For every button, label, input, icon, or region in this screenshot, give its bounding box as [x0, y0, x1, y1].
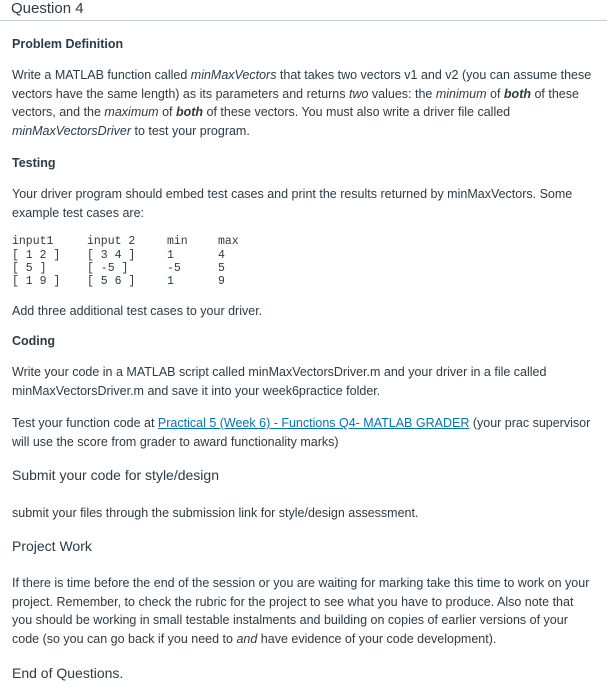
testing-additional-text: Add three additional test cases to your driver.: [12, 304, 263, 318]
project-work-heading: Project Work: [12, 538, 92, 554]
table-cell: 9: [218, 275, 225, 288]
table-cell: -5: [167, 262, 181, 275]
end-of-questions: End of Questions.: [12, 665, 124, 681]
testing-heading: Testing: [12, 156, 56, 170]
matlab-grader-link[interactable]: Practical 5 (Week 6) - Functions Q4- MATLAB GRADER: [157, 416, 470, 430]
coding-text: Write your code in a MATLAB script called minMaxVectorsDriver.m and your driver in a file called minMaxVectorsDriver.m and save it into your week6practice folder.: [12, 365, 547, 398]
table-cell: 1: [167, 249, 174, 262]
project-work-text: If there is time before the end of the session or you are waiting for marking take this time to work on your project. Remember, to check the rubric for the project to see what you have to produce. Also note that you should be working in small testable instalments and building on copies of earlier versions of your code (so you can go back if you need to and have evidence of your code development).: [12, 576, 590, 646]
submit-heading: Submit your code for style/design: [12, 467, 219, 483]
table-cell: [ 1 9 ]: [12, 275, 61, 288]
submit-text: submit your files through the submission link for style/design assessment.: [12, 506, 419, 520]
table-cell: 1: [167, 275, 174, 288]
title-divider: [0, 20, 607, 21]
col-header-min: min: [167, 235, 188, 248]
testing-text: Your driver program should embed test cases and print the results returned by minMaxVectors. Some example test cases are:: [12, 187, 573, 220]
col-header-input2: input 2: [87, 235, 136, 248]
table-cell: 5: [218, 262, 225, 275]
coding-heading: Coding: [12, 334, 56, 348]
table-cell: 4: [218, 249, 225, 262]
table-cell: [ -5 ]: [87, 262, 129, 275]
table-cell: [ 5 ]: [12, 262, 47, 275]
table-cell: [ 3 4 ]: [87, 249, 136, 262]
col-header-max: max: [218, 235, 239, 248]
question-title: Question 4: [11, 0, 84, 17]
problem-definition-text: Write a MATLAB function called minMaxVectors that takes two vectors v1 and v2 (you can assume these vectors have the same length) as its parameters and returns two values: the minimum of both of these vectors, and the maximum of both of these vectors. You must also write a driver file called minMaxVectorsDriver to test your program.: [12, 68, 592, 138]
table-cell: [ 5 6 ]: [87, 275, 136, 288]
col-header-input1: input1: [12, 235, 54, 248]
problem-definition-heading: Problem Definition: [12, 37, 124, 51]
coding-grader-text: Test your function code at Practical 5 (Week 6) - Functions Q4- MATLAB GRADER (your prac supervisor will use the score from grader to award functionality marks): [12, 416, 591, 449]
table-cell: [ 1 2 ]: [12, 249, 61, 262]
